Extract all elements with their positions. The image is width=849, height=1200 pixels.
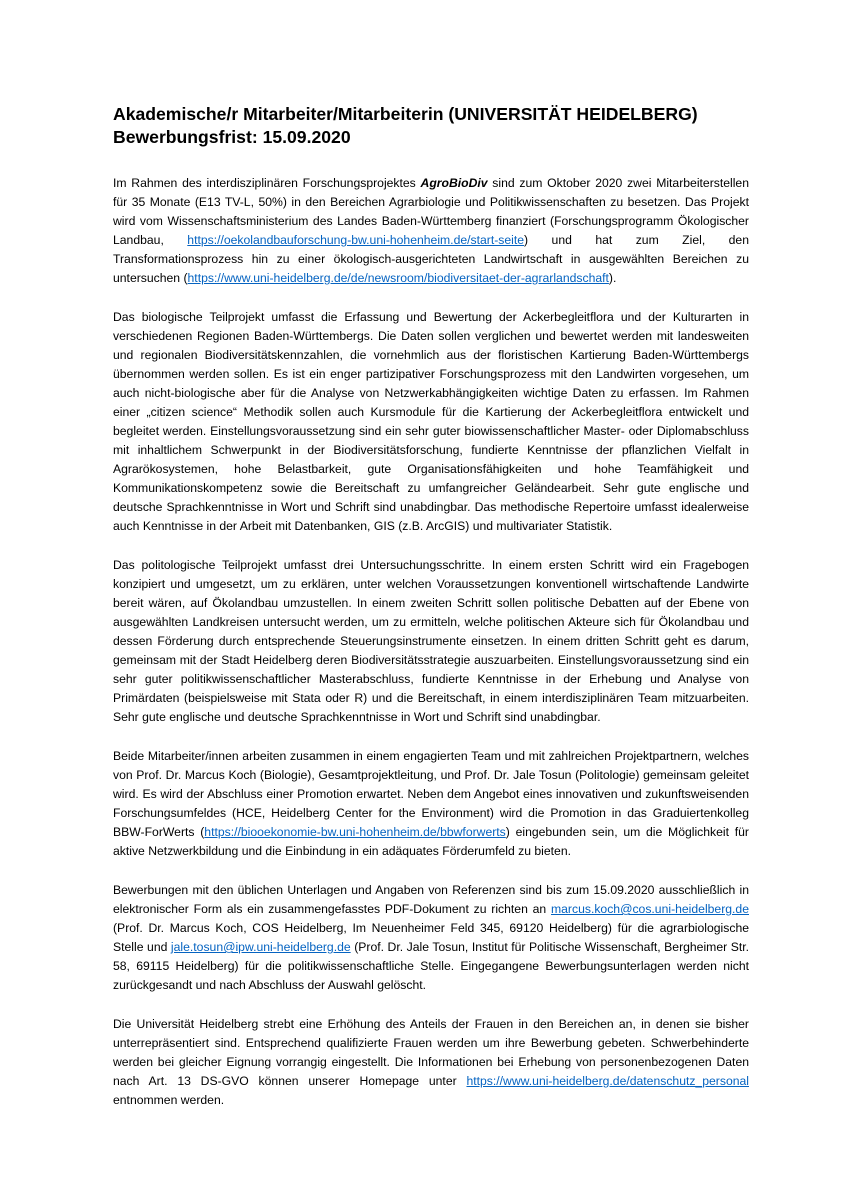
datenschutz-link[interactable]: https://www.uni-heidelberg.de/datenschutz_personal — [466, 1074, 749, 1088]
intro-text-c: ) und hat zum Ziel, den Transformationsprozess hin zu einer ökologisch-ausgerichteten Landwirtschaft in ausgewählten Bereichen zu untersuchen ( — [113, 233, 749, 285]
team-text-a: Beide Mitarbeiter/innen arbeiten zusammen in einem engagierten Team und mit zahlreichen Projektpartnern, welches von Prof. Dr. Marcus Koch (Biologie), Gesamtprojektleitung, und Prof. Dr. Jale Tosun (Politologie) gemeinsam geleitet wird. Es wird der Abschluss einer Promotion erwartet. Neben dem Angebot eines innovativen und zukunftsweisenden Forschungsumfeldes (HCE, Heidelberg Center for the Environment) wird die Promotion in das Graduiertenkolleg BBW-ForWerts ( — [113, 749, 749, 839]
politics-subproject-paragraph: Das politologische Teilprojekt umfasst drei Untersuchungsschritte. In einem ersten Schritt wird ein Fragebogen konzipiert und umgesetzt, um zu erklären, unter welchen Voraussetzungen konventionell wirtschaftende Landwirte bereit wären, auf Ökolandbau umzustellen. In einem zweiten Schritt sollen politische Debatten auf der Ebene von ausgewählten Landkreisen untersucht werden, um zu ermitteln, welche politischen Akteure sich für Ökolandbau und dessen Förderung durch entsprechende Steuerungsinstrumente einsetzen. In einem dritten Schritt geht es darum, gemeinsam mit der Stadt Heidelberg deren Biodiversitätsstrategie auszuarbeiten. Einstellungsvoraussetzung sind ein sehr guter politikwissenschaftlicher Masterabschluss, fundierte Kenntnisse in der Erhebung und Analyse von Primärdaten (beispielsweise mit Stata oder R) und die Bereitschaft, in einem interdisziplinären Team mitzuarbeiten. Sehr gute englische und deutsche Sprachkenntnisse in Wort und Schrift sind unabdingbar. — [113, 558, 749, 724]
page-title — [113, 103, 749, 149]
application-deadline: Bewerbungsfrist: 15.09.2020 — [113, 127, 351, 147]
intro-text-d: ). — [608, 271, 617, 285]
intro-paragraph — [113, 174, 749, 288]
document-body — [113, 103, 749, 1130]
biology-subproject-paragraph: Das biologische Teilprojekt umfasst die Erfassung und Bewertung der Ackerbegleitflora und der Kulturarten in verschiedenen Regionen Baden-Württembergs. Die Daten sollen verglichen und bewertet werden mit landesweiten und regionalen Biodiversitätskennzahlen, die vornehmlich aus der floristischen Kartierung Baden-Württembergs übernommen werden sollen. Es ist ein enger partizipativer Forschungsprozess mit den Landwirten vorgesehen, um auch nicht-biologische aber für die Analyse von Netzwerkabhängigkeiten wichtige Daten zu erfassen. Im Rahmen einer „citizen science“ Methodik sollen auch Kursmodule für die Kartierung der Ackerbegleitflora entwickelt und begleitet werden. Einstellungsvoraussetzung sind ein sehr guter biowissenschaftlicher Master- oder Diplomabschluss mit inhaltlichem Schwerpunkt in der Biodiversitätsforschung, fundierte Kenntnisse der pflanzlichen Vielfalt in Agrarökosystemen, hohe Belastbarkeit, gute Organisationsfähigkeiten und hohe Teamfähigkeit und Kommunikationskompetenz sowie die Bereitschaft zu umfangreicher Geländearbeit. Sehr gute englische und deutsche Sprachkenntnisse in Wort und Schrift sind unabdingbar. Das methodische Repertoire umfasst idealerweise auch Kenntnisse in der Arbeit mit Datenbanken, GIS (z.B. ArcGIS) und multivariater Statistik. — [113, 310, 749, 533]
equality-text-b: entnommen werden. — [113, 1093, 225, 1107]
equality-paragraph — [113, 1015, 749, 1110]
job-title: Akademische/r Mitarbeiter/Mitarbeiterin (UNIVERSITÄT HEIDELBERG) — [113, 104, 698, 124]
application-text-a: Bewerbungen mit den üblichen Unterlagen und Angaben von Referenzen sind bis zum 15.09.2020 ausschließlich in elektronischer Form als ein zusammengefasstes PDF-Dokument zu richten an — [113, 883, 749, 916]
bbwforwerts-link[interactable]: https://biooekonomie-bw.uni-hohenheim.de/bbwforwerts — [204, 825, 506, 839]
intro-text-a: Im Rahmen des interdisziplinären Forschungsprojektes — [113, 176, 421, 190]
intro-text-b: sind zum Oktober 2020 zwei Mitarbeiterstellen für 35 Monate (E13 TV-L, 50%) in den Bereichen Agrarbiologie und Politikwissenschaften zu besetzen. Das Projekt wird vom Wissenschaftsministerium des Landes Baden-Württemberg finanziert (Forschungsprogramm Ökologischer Landbau, — [113, 176, 749, 247]
team-paragraph — [113, 747, 749, 861]
project-name: AgroBioDiv — [420, 176, 488, 190]
oekolandbau-link[interactable]: https://oekolandbauforschung-bw.uni-hohenheim.de/start-seite — [187, 233, 525, 247]
application-paragraph — [113, 881, 749, 995]
email-tosun-link[interactable]: jale.tosun@ipw.uni-heidelberg.de — [170, 940, 351, 954]
newsroom-link[interactable]: https://www.uni-heidelberg.de/de/newsroom/biodiversitaet-der-agrarlandschaft — [187, 271, 609, 285]
application-text-c: (Prof. Dr. Jale Tosun, Institut für Politische Wissenschaft, Bergheimer Str. 58, 69115 Heidelberg) für die politikwissenschaftliche Stelle. Eingegangene Bewerbungsunterlagen werden nicht zurückgesandt und nach Abschluss der Auswahl gelöscht. — [113, 940, 749, 992]
team-text-b: ) eingebunden sein, um die Möglichkeit für aktive Netzwerkbildung und die Einbindung in ein adäquates Förderumfeld zu bieten. — [113, 825, 749, 858]
application-text-b: (Prof. Dr. Marcus Koch, COS Heidelberg, Im Neuenheimer Feld 345, 69120 Heidelberg) für die agrarbiologische Stelle und — [113, 921, 749, 954]
email-koch-link[interactable]: marcus.koch@cos.uni-heidelberg.de — [551, 902, 749, 916]
equality-text-a: Die Universität Heidelberg strebt eine Erhöhung des Anteils der Frauen in den Bereichen an, in denen sie bisher unterrepräsentiert sind. Entsprechend qualifizierte Frauen werden um ihre Bewerbung gebeten. Schwerbehinderte werden bei gleicher Eignung vorrangig eingestellt. Die Informationen bei Erhebung von personenbezogenen Daten nach Art. 13 DS-GVO können unserer Homepage unter — [113, 1017, 749, 1088]
